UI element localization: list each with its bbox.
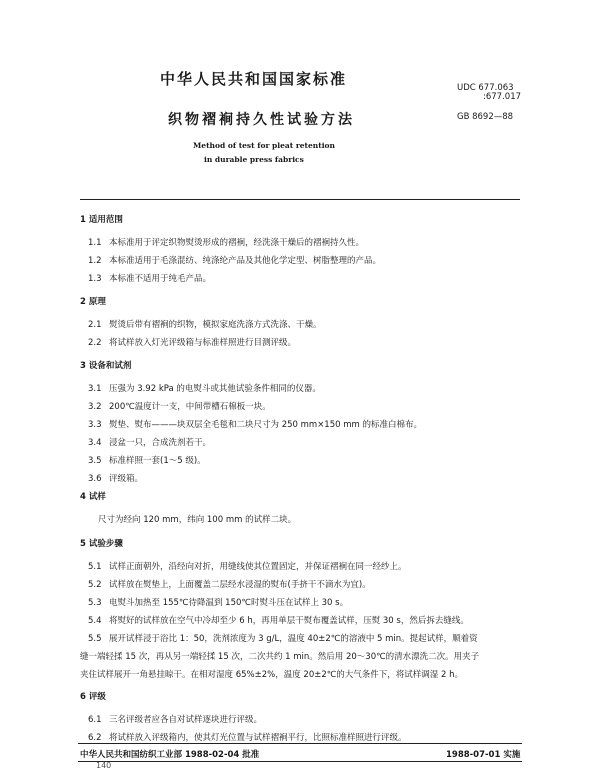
clause-text: 试样正面朝外，沿经向对折，用缝线使其位置固定，并保证褶裥在同一经纱上。 — [109, 562, 407, 572]
clause-3-4 — [88, 436, 211, 448]
clause-text: 浸盆一只，合成洗剂若干。 — [109, 438, 212, 448]
clause-number: 5.4 — [88, 616, 102, 626]
english-title-line-1: Method of test for pleat retention — [193, 141, 335, 150]
clause-5-5-continuation-1: 缝一端轻揉 15 次，再从另一端轻揉 15 次，二次共约 1 min。然后用 20～30℃的清水漂洗二次。用夹子 — [80, 652, 480, 662]
clause-number: 2.1 — [88, 320, 102, 330]
clause-number: 6.2 — [88, 733, 102, 743]
approval-line: 中华人民共和国纺织工业部 1988-02-04 批准 — [80, 750, 260, 760]
clause-5-4 — [88, 614, 469, 626]
clause-number: 3.5 — [88, 456, 102, 466]
clause-3-2 — [88, 400, 271, 412]
clause-number: 1.2 — [88, 256, 102, 266]
section-heading-3: 3 设备和试剂 — [80, 361, 132, 371]
document-title: 织物褶裥持久性试验方法 — [168, 112, 355, 128]
clause-text: 200℃温度计一支，中间带槽石棉板一块。 — [109, 402, 271, 412]
clause-text: 本标准适用于毛涤混纺、纯涤纶产品及其他化学定型、树脂整理的产品。 — [109, 256, 382, 266]
section-heading-5: 5 试验步骤 — [80, 539, 123, 549]
section-heading-2: 2 原理 — [80, 297, 106, 307]
clause-6-2 — [88, 731, 407, 743]
clause-number: 5.1 — [88, 562, 102, 572]
clause-text: 熨垫、熨布———块双层全毛毯和二块尺寸为 250 mm×150 mm 的标准白棉布。 — [109, 420, 423, 430]
section-heading-4: 4 试样 — [80, 492, 106, 502]
clause-1-2 — [88, 254, 381, 266]
clause-number: 2.2 — [88, 338, 102, 348]
english-title-line-2: in durable press fabrics — [204, 155, 304, 164]
gb-code: GB 8692—88 — [457, 112, 514, 122]
clause-number: 6.1 — [88, 715, 102, 725]
clause-2-1 — [88, 318, 322, 330]
clause-text: 评级箱。 — [109, 474, 144, 484]
clause-1-1 — [88, 236, 364, 248]
clause-number: 3.4 — [88, 438, 102, 448]
clause-text: 本标准不适用于纯毛产品。 — [109, 274, 212, 284]
section-4-body: 尺寸为经向 120 mm，纬向 100 mm 的试样二块。 — [98, 515, 297, 525]
clause-text: 三名评级者应各自对试样逐块进行评级。 — [109, 715, 263, 725]
udc-code — [457, 84, 521, 102]
clause-text: 电熨斗加热至 155℃待降温到 150℃时熨斗压在试样上 30 s。 — [109, 598, 349, 608]
clause-text: 将熨好的试样放在空气中冷却至少 6 h，再用单层干熨布覆盖试样，压熨 30 s，然后拆去缝线。 — [109, 616, 469, 626]
udc-line-1: UDC 677.063 — [457, 83, 514, 93]
clause-text: 压强为 3.92 kPa 的电熨斗或其他试验条件相同的仪器。 — [109, 384, 321, 394]
clause-2-2 — [88, 336, 296, 348]
clause-text: 试样放在熨垫上，上面覆盖二层经水浸湿的熨布(手挤干不滴水为宜)。 — [109, 580, 371, 590]
clause-5-2 — [88, 578, 371, 590]
clause-text: 本标准用于评定织物熨烫形成的褶裥，经洗涤干燥后的褶裥持久性。 — [109, 238, 365, 248]
effective-date: 1988-07-01 实施 — [446, 750, 521, 760]
clause-number: 3.1 — [88, 384, 102, 394]
page-number: 140 — [96, 761, 112, 770]
clause-3-6 — [88, 472, 143, 484]
clause-text: 展开试样浸于浴比 1：50，洗剂浓度为 3 g/L，温度 40±2℃的溶液中 5 min。提起试样，顺着资 — [109, 634, 478, 644]
footer-divider-top — [78, 743, 522, 744]
clause-number: 1.3 — [88, 274, 102, 284]
udc-line-2: :677.017 — [483, 92, 522, 102]
clause-text: 标准样照一套(1～5 级)。 — [109, 456, 206, 466]
clause-number: 3.6 — [88, 474, 102, 484]
header-divider — [80, 199, 520, 200]
clause-text: 将试样放入灯光评级箱与标准样照进行目测评级。 — [109, 338, 297, 348]
clause-number: 3.3 — [88, 420, 102, 430]
clause-6-1 — [88, 713, 262, 725]
clause-5-5 — [88, 632, 478, 644]
standard-title: 中华人民共和国国家标准 — [160, 70, 348, 88]
clause-number: 5.2 — [88, 580, 102, 590]
clause-number: 5.5 — [88, 634, 102, 644]
clause-1-3 — [88, 272, 211, 284]
clause-3-5 — [88, 454, 206, 466]
footer-divider-bottom — [78, 761, 522, 762]
section-heading-6: 6 评级 — [80, 692, 106, 702]
clause-number: 1.1 — [88, 238, 102, 248]
clause-number: 5.3 — [88, 598, 102, 608]
clause-5-5-continuation-2: 夹住试样展开一角悬挂晾干。在相对湿度 65%±2%，温度 20±2℃的大气条件下，将试样调湿 2 h。 — [80, 670, 463, 680]
clause-text: 熨烫后带有褶裥的织物，模拟家庭洗涤方式洗涤、干燥。 — [109, 320, 322, 330]
clause-3-1 — [88, 382, 321, 394]
clause-5-1 — [88, 560, 407, 572]
clause-5-3 — [88, 596, 348, 608]
clause-3-3 — [88, 418, 422, 430]
section-heading-1: 1 适用范围 — [80, 215, 123, 225]
clause-text: 将试样放入评级箱内，使其灯光位置与试样褶裥平行，比照标准样照进行评级。 — [109, 733, 407, 743]
clause-number: 3.2 — [88, 402, 102, 412]
